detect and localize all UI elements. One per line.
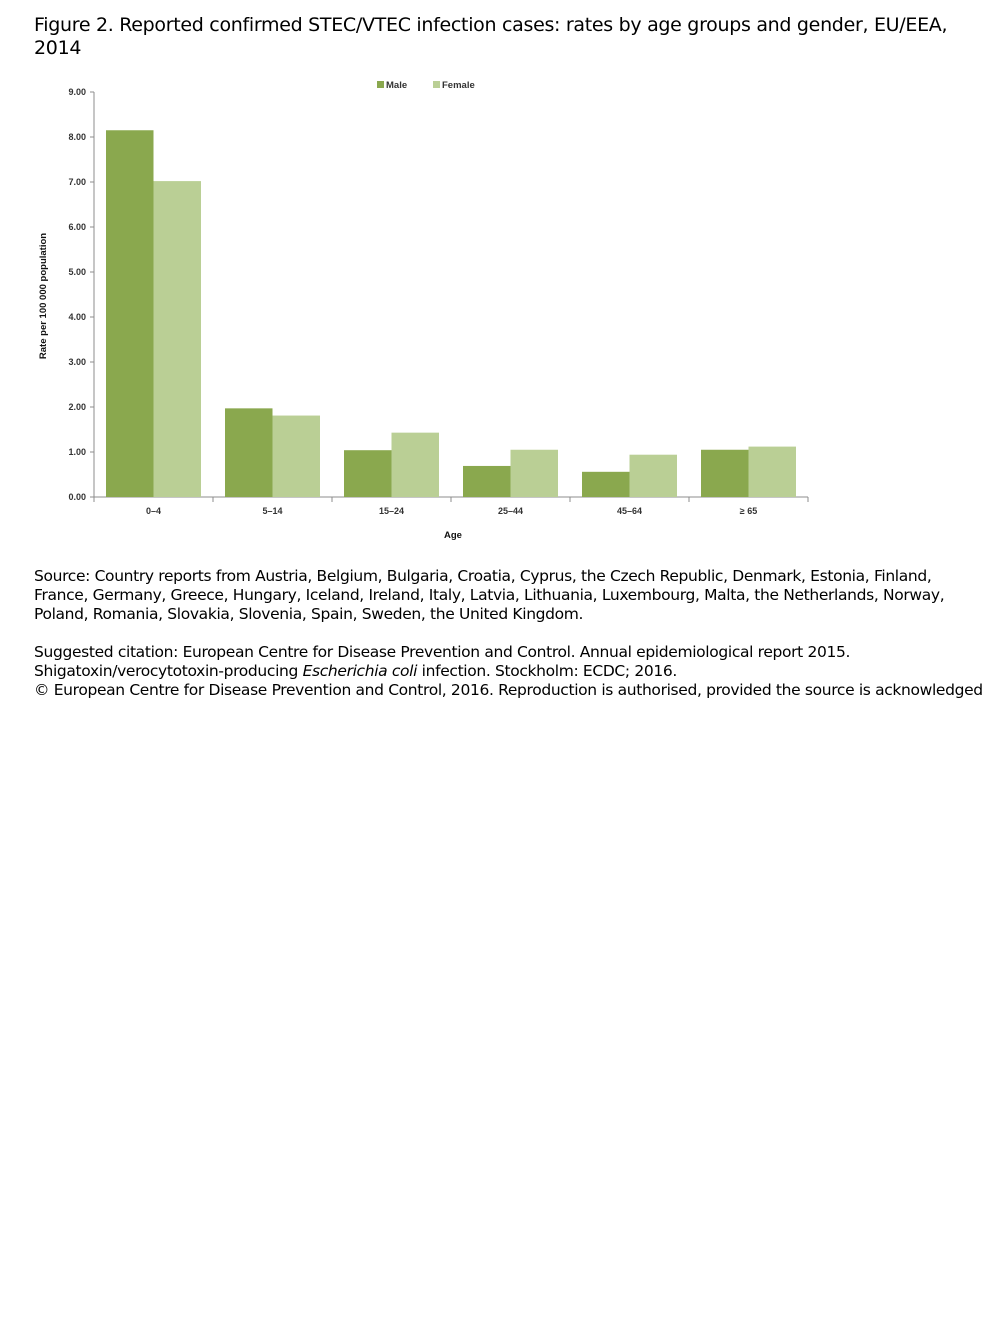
x-axis — [94, 497, 808, 516]
citation-block — [34, 643, 984, 700]
bar-male — [106, 130, 154, 497]
y-tick-label: 6.00 — [68, 222, 86, 232]
x-category-label: 0–4 — [145, 506, 162, 516]
bar-female — [392, 433, 440, 497]
bar-chart — [0, 0, 1008, 560]
bar-female — [273, 416, 321, 497]
citation-text: Shigatoxin/verocytotoxin-producing — [34, 662, 303, 680]
bar-female — [749, 447, 797, 497]
bar-male — [344, 450, 392, 497]
source-note: Source: Country reports from Austria, Belgium, Bulgaria, Croatia, Cyprus, the Czech Republic, Denmark, Estonia, Finland, France, Germany, Greece, Hungary, Iceland, Ireland, Italy, Latvia, Lithuania, Luxembourg, Malta, the Netherlands, Norway, Poland, Romania, Slovakia, Slovenia, Spain, Sweden, the United Kingdom. — [34, 567, 945, 623]
y-tick-label: 1.00 — [68, 447, 86, 457]
y-tick-label: 9.00 — [68, 87, 86, 97]
x-category-label: 15–24 — [378, 506, 405, 516]
x-category-label: 5–14 — [262, 506, 283, 516]
y-tick-label: 0.00 — [68, 492, 86, 502]
citation-text: infection. Stockholm: ECDC; 2016. — [417, 662, 677, 680]
x-category-label: 25–44 — [497, 506, 524, 516]
bar-male — [582, 472, 630, 497]
y-tick-label: 7.00 — [68, 177, 86, 187]
legend-swatch — [433, 81, 440, 88]
legend-label: Female — [442, 80, 475, 91]
bar-female — [511, 450, 559, 497]
y-tick-label: 5.00 — [68, 267, 86, 277]
legend-swatch — [377, 81, 384, 88]
citation-line-1: Suggested citation: European Centre for Disease Prevention and Control. Annual epidemiological report 2015. — [34, 643, 851, 661]
bar-male — [463, 466, 511, 497]
y-axis — [68, 87, 94, 502]
chart-legend — [377, 80, 475, 91]
figure-title: Figure 2. Reported confirmed STEC/VTEC infection cases: rates by age groups and gender, EU/EEA, 2014 — [34, 14, 948, 59]
x-category-label: ≥ 65 — [739, 506, 758, 516]
bar-male — [701, 450, 749, 497]
legend-label: Male — [386, 80, 408, 91]
citation-italic-term: Escherichia coli — [302, 662, 418, 680]
y-tick-label: 2.00 — [68, 402, 86, 412]
x-category-label: 45–64 — [616, 506, 643, 516]
y-tick-label: 8.00 — [68, 132, 86, 142]
x-axis-title: Age — [444, 530, 462, 541]
bar-female — [154, 181, 202, 497]
citation-line-2 — [34, 662, 984, 681]
y-tick-label: 3.00 — [68, 357, 86, 367]
bar-female — [630, 455, 678, 497]
bar-male — [225, 408, 273, 497]
y-axis-title: Rate per 100 000 population — [38, 232, 49, 360]
y-tick-label: 4.00 — [68, 312, 86, 322]
copyright-line: © European Centre for Disease Prevention and Control, 2016. Reproduction is authorised, provided the source is acknowledged — [34, 681, 983, 699]
chart-bars — [106, 130, 796, 497]
